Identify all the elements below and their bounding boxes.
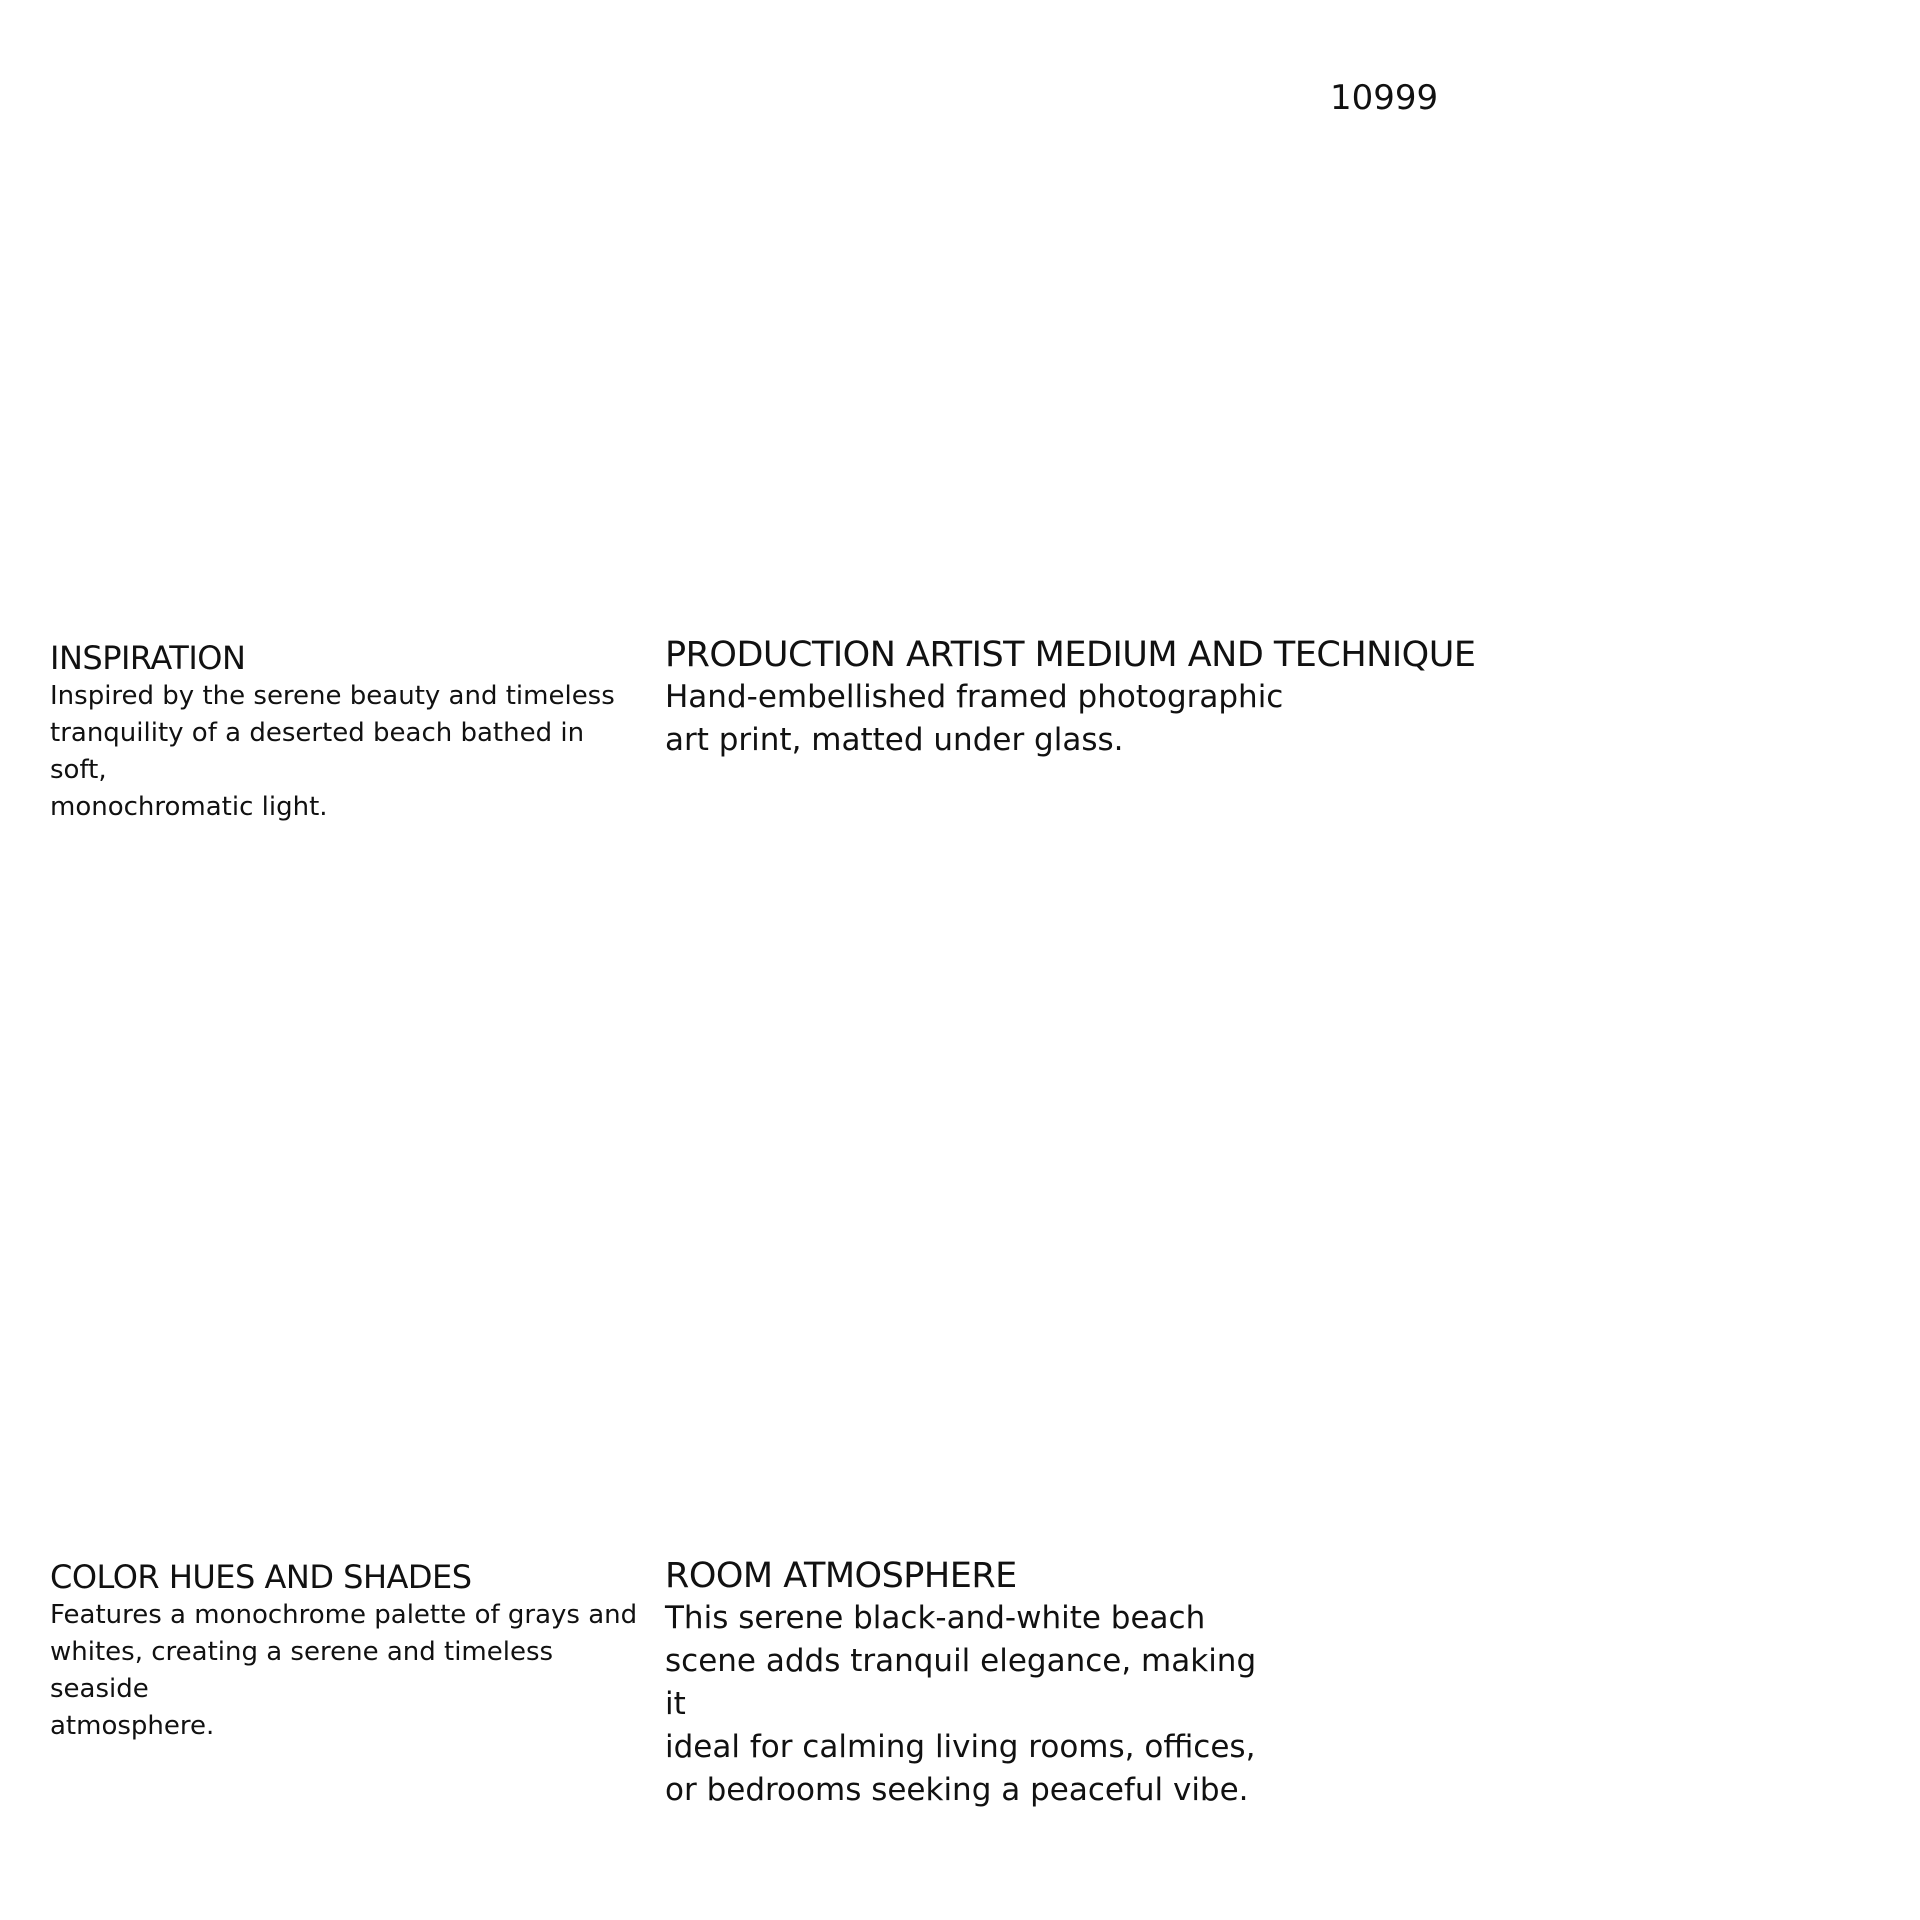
production-section	[665, 634, 1545, 762]
product-code: 10999	[1330, 78, 1439, 118]
inspiration-section	[50, 638, 640, 826]
color-section	[50, 1557, 640, 1745]
production-heading: PRODUCTION ARTIST MEDIUM AND TECHNIQUE	[665, 635, 1476, 675]
room-section	[665, 1555, 1285, 1812]
color-text: Features a monochrome palette of grays and whites, creating a serene and timeless seaside atmosphere.	[50, 1600, 638, 1741]
room-heading: ROOM ATMOSPHERE	[665, 1556, 1017, 1596]
inspiration-heading: INSPIRATION	[50, 639, 246, 677]
color-heading: COLOR HUES AND SHADES	[50, 1558, 472, 1596]
production-text: Hand-embellished framed photographic art print, matted under glass.	[665, 679, 1284, 758]
room-text: This serene black-and-white beach scene adds tranquil elegance, making it ideal for calming living rooms, offices, or bedrooms seeking a peaceful vibe.	[665, 1600, 1257, 1808]
inspiration-text: Inspired by the serene beauty and timeless tranquility of a deserted beach bathed in soft, monochromatic light.	[50, 681, 615, 822]
